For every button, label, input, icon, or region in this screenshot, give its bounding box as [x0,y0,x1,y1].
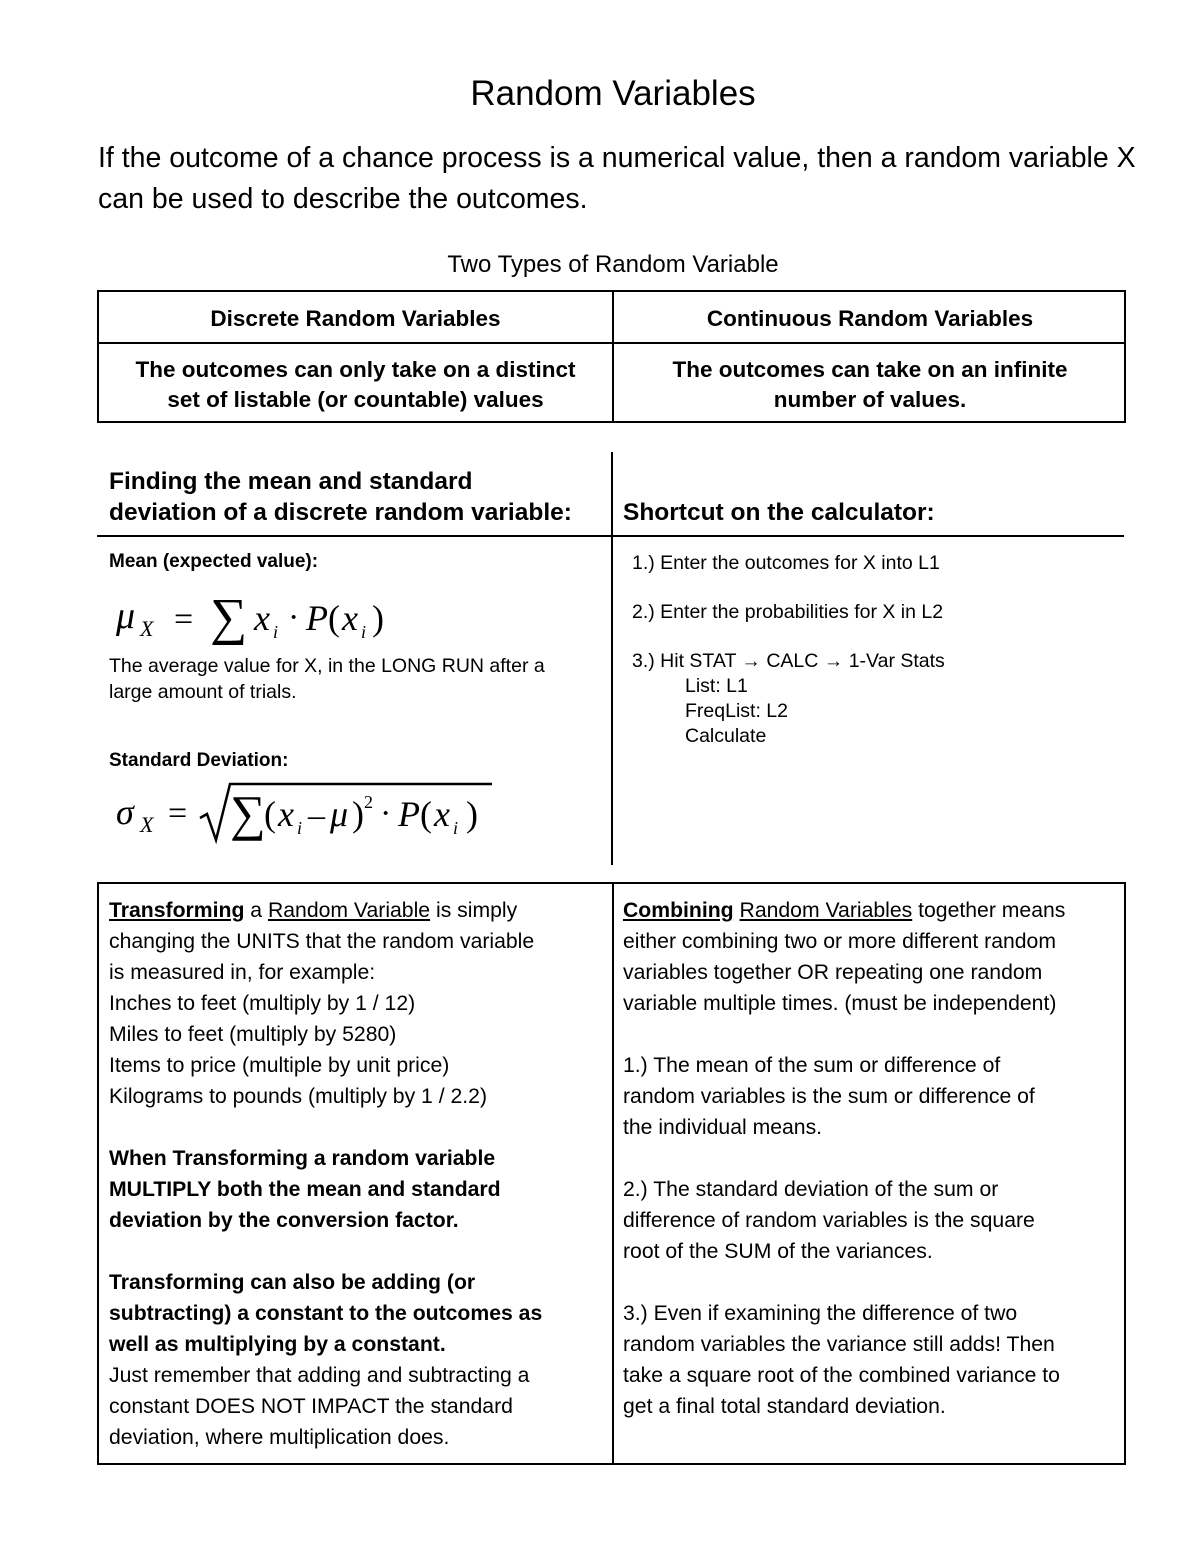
text-line: take a square root of the combined variance to [623,1364,1060,1387]
types-caption: Two Types of Random Variable [447,251,779,278]
text-line: deviation, where multiplication does. [109,1426,450,1449]
rule-line: deviation by the conversion factor. [109,1209,459,1232]
svg-text:=: = [174,601,194,638]
note-line: large amount of trials. [109,681,297,703]
svg-text:(: ( [264,794,276,834]
svg-text:x: x [342,598,358,638]
section-divider-horizontal [97,535,1124,537]
svg-text:–: – [308,797,325,834]
transform-combine-table [97,882,1126,1465]
heading-line: Finding the mean and standard [109,468,473,495]
calc-substep: List: L1 [685,675,748,697]
svg-text:i: i [453,818,459,838]
rule-line: subtracting) a constant to the outcomes as [109,1302,543,1325]
svg-text:σ: σ [116,792,134,832]
continuous-header: Continuous Random Variables [706,306,1034,331]
rule-line: When Transforming a random variable [109,1147,496,1170]
calc-substep: Calculate [685,725,767,747]
svg-text:): ) [352,794,364,834]
continuous-desc-line: The outcomes can take on an infinite [672,357,1068,382]
text-line: get a final total standard deviation. [623,1395,946,1418]
sd-formula [112,778,502,848]
discrete-stats-heading [109,466,572,528]
calc-substep: FreqList: L2 [685,700,788,722]
combining-section [623,895,1121,1422]
text-line: is measured in, for example: [109,961,376,984]
svg-text:·: · [288,599,300,636]
text-line: changing the UNITS that the random variable [109,930,535,953]
calc-step-1: 1.) Enter the outcomes for X into L1 [632,552,940,574]
text-line: variable multiple times. (must be independent) [623,992,1057,1015]
section-divider-vertical [611,452,613,865]
text-line: root of the SUM of the variances. [623,1240,933,1263]
random-variable-term: Random Variable [267,899,431,922]
svg-text:): ) [372,598,384,638]
example-line: Kilograms to pounds (multiply by 1 / 2.2) [109,1085,488,1108]
svg-text:i: i [297,818,303,838]
text-line: Just remember that adding and subtracting a [109,1364,530,1387]
discrete-desc-line: set of listable (or countable) values [167,387,544,412]
continuous-desc-line: number of values. [773,387,967,412]
discrete-description [99,355,612,415]
text-line: random variables is the sum or difference of [623,1085,1035,1108]
intro-paragraph: If the outcome of a chance process is a numerical value, then a random variable X can be used to describe the outcomes. [98,142,1136,215]
svg-text:x: x [254,598,270,638]
mean-label: Mean (expected value): [109,551,319,572]
continuous-description [615,355,1125,415]
svg-text:X: X [140,812,154,837]
text-line: either combining two or more different random [623,930,1056,953]
text-run: a [244,899,268,922]
text-line: constant DOES NOT IMPACT the standard [109,1395,513,1418]
svg-text:=: = [168,795,188,832]
calc-step-2: 2.) Enter the probabilities for X in L2 [632,601,944,623]
note-line: The average value for X, in the LONG RUN after a [109,655,545,677]
svg-text:(: ( [328,598,340,638]
svg-text:X: X [140,616,154,641]
svg-text:(: ( [420,794,432,834]
text-line: 3.) Even if examining the difference of two [623,1302,1018,1325]
text-line: variables together OR repeating one random [623,961,1043,984]
svg-text:∑: ∑ [230,785,266,841]
rule-line: MULTIPLY both the mean and standard [109,1178,501,1201]
text-line: 1.) The mean of the sum or difference of [623,1054,1001,1077]
text-line: difference of random variables is the square [623,1209,1035,1232]
text-line: the individual means. [623,1116,823,1139]
random-variables-term: Random Variables [739,899,913,922]
svg-text:μ: μ [116,595,136,637]
calculator-heading: Shortcut on the calculator: [623,499,935,526]
heading-line: deviation of a discrete random variable: [109,499,572,526]
sd-label: Standard Deviation: [109,750,289,771]
transforming-section [109,895,604,1453]
mean-note [109,653,545,705]
svg-text:i: i [361,622,367,642]
discrete-header: Discrete Random Variables [210,306,501,331]
example-line: Items to price (multiple by unit price) [109,1054,450,1077]
mean-formula [112,588,412,648]
svg-text:2: 2 [364,792,373,812]
calc-step-3: 3.) Hit STAT → CALC → 1-Var Stats [632,650,945,672]
text-run: is simply [430,899,518,922]
rule-line: well as multiplying by a constant. [109,1333,446,1356]
combining-term: Combining [623,899,734,922]
transforming-term: Transforming [109,899,245,922]
svg-text:∑: ∑ [210,589,248,646]
svg-text:x: x [434,794,450,834]
calc-substeps [685,674,788,749]
example-line: Miles to feet (multiply by 5280) [109,1023,397,1046]
svg-text:·: · [380,795,392,832]
page-title: Random Variables [470,74,756,113]
text-line: 2.) The standard deviation of the sum or [623,1178,999,1201]
svg-text:i: i [273,622,279,642]
text-run: together means [912,899,1066,922]
rule-line: Transforming can also be adding (or [109,1271,476,1294]
types-table [97,290,1126,423]
discrete-desc-line: The outcomes can only take on a distinct [135,357,576,382]
text-line: random variables the variance still adds! Then [623,1333,1055,1356]
svg-text:): ) [466,794,478,834]
svg-text:x: x [278,794,294,834]
svg-text:μ: μ [330,794,349,834]
svg-text:P: P [306,598,328,638]
svg-text:P: P [398,794,420,834]
example-line: Inches to feet (multiply by 1 / 12) [109,992,416,1015]
